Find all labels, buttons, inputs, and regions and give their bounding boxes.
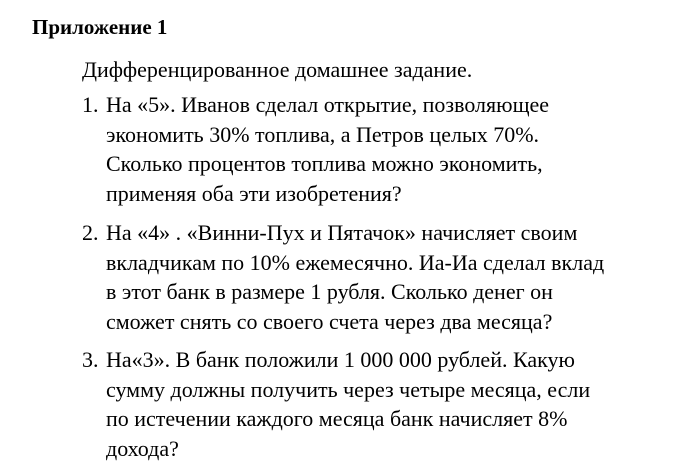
task-item [82,345,682,463]
appendix-heading: Приложение 1 [32,15,168,39]
task-text-line: вкладчикам по 10% ежемесячно. Иа-Иа сделал вклад [106,249,605,275]
task-number: 3. [82,347,99,372]
task-item [82,218,682,336]
task-item [82,90,682,208]
task-text-line: по истечении каждого месяца банк начисляет 8% [106,406,568,431]
task-text-line: На «4» . «Винни-Пух и Пятачок» начисляет своим [106,220,578,245]
task-text-line: Сколько процентов топлива можно экономить, [106,151,543,176]
task-text-line: сумму должны получить через четыре месяца, если [106,376,591,402]
task-text-line: применяя оба эти изобретения? [106,180,402,206]
task-text-line: На«3». В банк положили 1 000 000 рублей. Какую [106,347,575,372]
task-text-line: в этот банк в размере 1 рубля. Сколько денег он [106,279,553,304]
assignment-intro: Дифференцированное домашнее задание. [82,57,473,82]
task-number: 2. [82,220,99,245]
task-text-line: сможет снять со своего счета через два месяца? [106,308,553,334]
task-number: 1. [82,92,99,117]
task-text-line: дохода? [106,435,179,461]
task-text-line: экономить 30% топлива, а Петров целых 70%. [106,121,540,147]
task-text-line: На «5». Иванов сделал открытие, позволяющее [106,92,550,117]
